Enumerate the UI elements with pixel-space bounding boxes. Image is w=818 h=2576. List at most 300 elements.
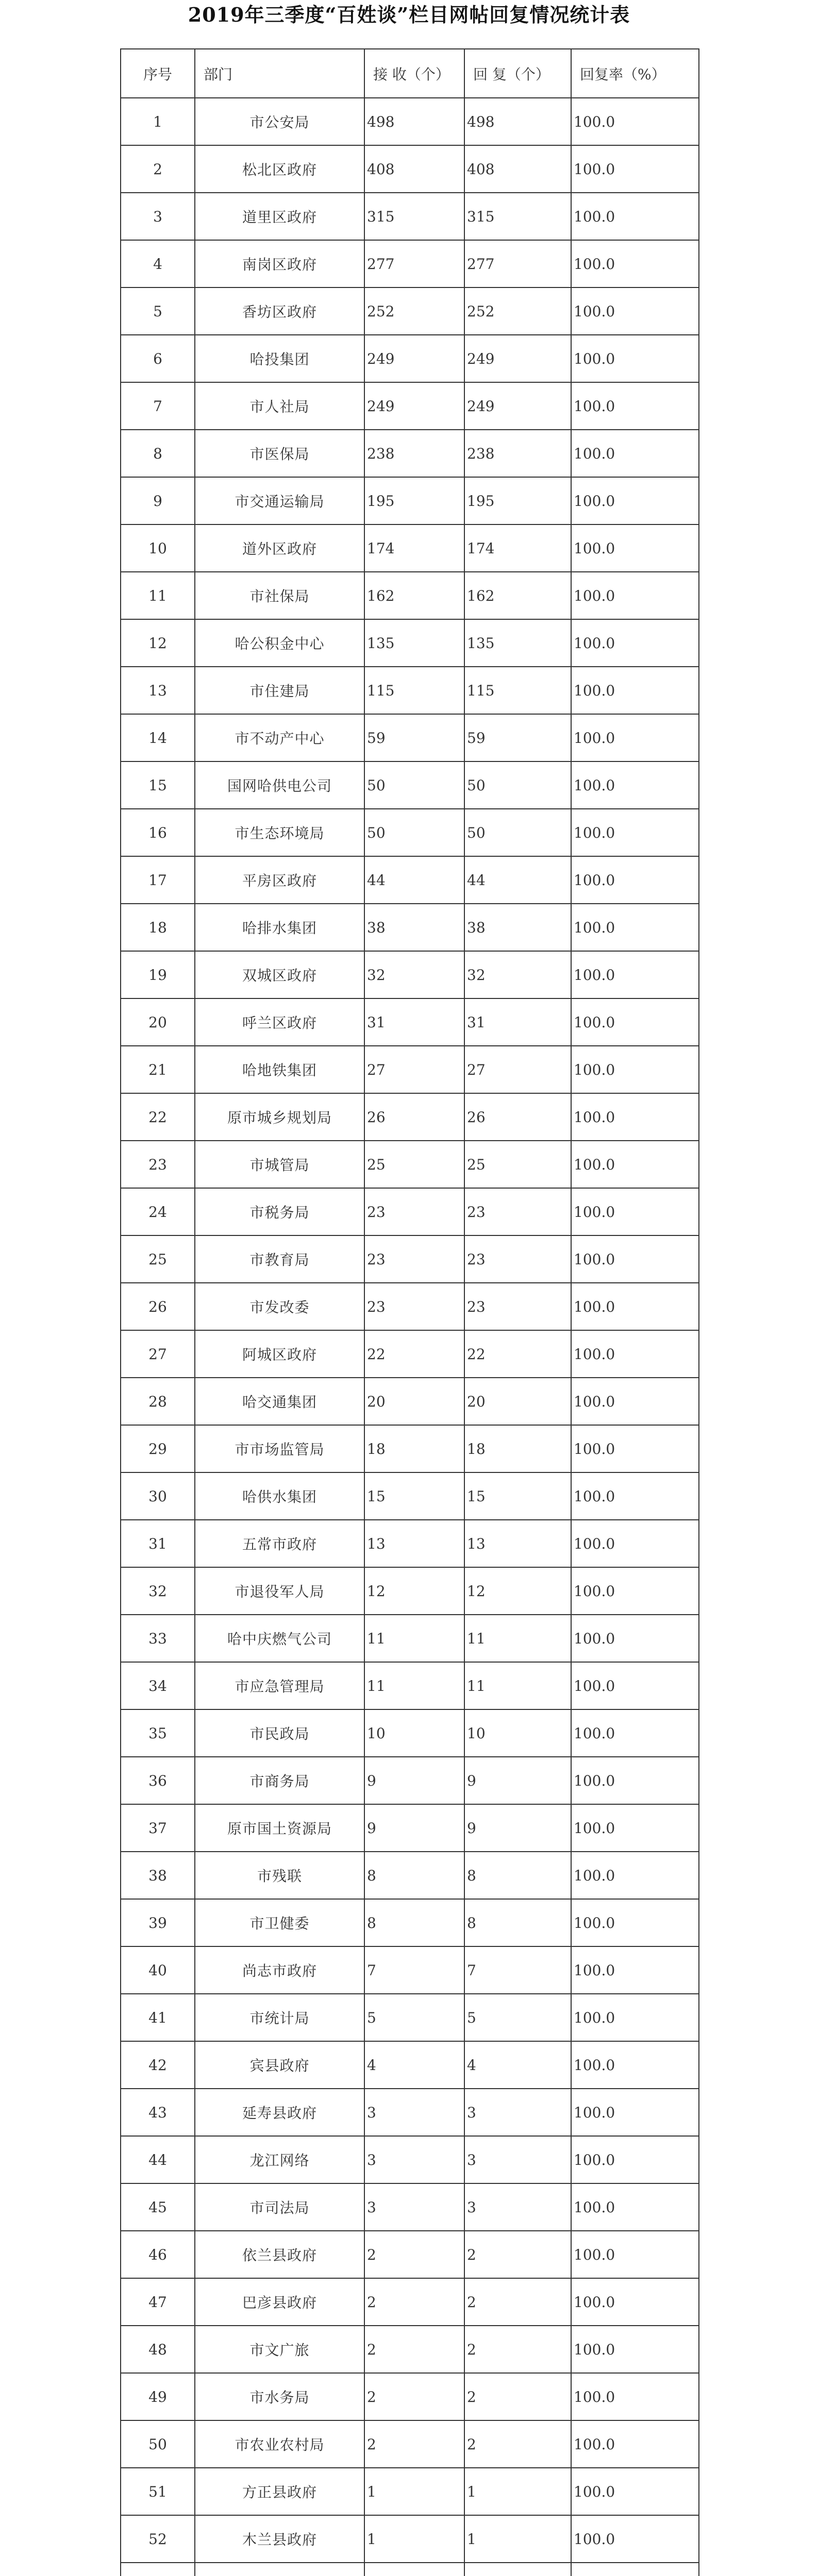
cell-no: 15 bbox=[121, 761, 195, 809]
cell-received: 8 bbox=[364, 1899, 464, 1946]
cell-dept: 市市场监管局 bbox=[195, 1425, 364, 1472]
cell-dept: 原市城乡规划局 bbox=[195, 1093, 364, 1141]
cell-rate: 100.0 bbox=[571, 1567, 699, 1615]
cell-rate: 100.0 bbox=[571, 2515, 699, 2563]
cell-received: 2 bbox=[364, 2278, 464, 2326]
cell-no: 46 bbox=[121, 2231, 195, 2278]
cell-received: 7 bbox=[364, 1946, 464, 1994]
cell-no: 21 bbox=[121, 1046, 195, 1093]
cell-rate: 100.0 bbox=[571, 1520, 699, 1567]
cell-dept: 木兰县政府 bbox=[195, 2515, 364, 2563]
cell-rate: 100.0 bbox=[571, 1188, 699, 1235]
cell-received: 2 bbox=[364, 2420, 464, 2468]
table-row bbox=[121, 382, 699, 430]
cell-dept: 市城管局 bbox=[195, 1141, 364, 1188]
cell-received: 9 bbox=[364, 1804, 464, 1852]
table-row bbox=[121, 524, 699, 572]
cell-rate: 100.0 bbox=[571, 572, 699, 619]
cell-replied: 5 bbox=[464, 1994, 571, 2041]
cell-rate: 100.0 bbox=[571, 619, 699, 667]
cell-no: 44 bbox=[121, 2136, 195, 2183]
cell-received: 5 bbox=[364, 1994, 464, 2041]
table-row bbox=[121, 240, 699, 287]
cell-replied: 23 bbox=[464, 1188, 571, 1235]
table-row bbox=[121, 2563, 699, 2576]
cell-replied: 408 bbox=[464, 145, 571, 193]
cell-dept: 市应急管理局 bbox=[195, 1662, 364, 1709]
cell-dept: 松北区政府 bbox=[195, 145, 364, 193]
cell-no: 33 bbox=[121, 1615, 195, 1662]
cell-no: 38 bbox=[121, 1852, 195, 1899]
cell-rate: 100.0 bbox=[571, 761, 699, 809]
cell-received: 277 bbox=[364, 240, 464, 287]
cell-replied: 8 bbox=[464, 1899, 571, 1946]
cell-dept: 哈排水集团 bbox=[195, 904, 364, 951]
cell-received: 25 bbox=[364, 1141, 464, 1188]
cell-dept: 尚志市政府 bbox=[195, 1946, 364, 1994]
cell-received: 10 bbox=[364, 1709, 464, 1757]
table-row bbox=[121, 1141, 699, 1188]
cell-dept: 市不动产中心 bbox=[195, 714, 364, 761]
cell-no: 14 bbox=[121, 714, 195, 761]
cell-replied: 26 bbox=[464, 1093, 571, 1141]
cell-no: 12 bbox=[121, 619, 195, 667]
header-replied: 回 复（个） bbox=[464, 49, 571, 98]
table-row bbox=[121, 1520, 699, 1567]
cell-rate: 100.0 bbox=[571, 2373, 699, 2420]
table-row bbox=[121, 2468, 699, 2515]
cell-received: 408 bbox=[364, 145, 464, 193]
cell-dept: 市民政局 bbox=[195, 1709, 364, 1757]
cell-dept: 市发改委 bbox=[195, 1283, 364, 1330]
cell-rate: 100.0 bbox=[571, 2468, 699, 2515]
cell-received: 115 bbox=[364, 667, 464, 714]
cell-no: 36 bbox=[121, 1757, 195, 1804]
cell-received: 59 bbox=[364, 714, 464, 761]
cell-replied: 2 bbox=[464, 2373, 571, 2420]
cell-received: 2 bbox=[364, 2231, 464, 2278]
cell-received: 44 bbox=[364, 856, 464, 904]
cell-no: 1 bbox=[121, 98, 195, 145]
table-row bbox=[121, 1946, 699, 1994]
cell-no: 22 bbox=[121, 1093, 195, 1141]
cell-rate: 100.0 bbox=[571, 1994, 699, 2041]
cell-rate: 100.0 bbox=[571, 1662, 699, 1709]
cell-dept: 国网哈供电公司 bbox=[195, 761, 364, 809]
cell-replied: 2 bbox=[464, 2231, 571, 2278]
cell-dept: 市税务局 bbox=[195, 1188, 364, 1235]
table-row bbox=[121, 951, 699, 998]
table-row bbox=[121, 1093, 699, 1141]
cell-received: 50 bbox=[364, 761, 464, 809]
table-row bbox=[121, 904, 699, 951]
cell-rate: 100.0 bbox=[571, 1709, 699, 1757]
cell-rate: 100.0 bbox=[571, 1330, 699, 1378]
cell-rate: 100.0 bbox=[571, 2326, 699, 2373]
cell-no: 30 bbox=[121, 1472, 195, 1520]
cell-received: 174 bbox=[364, 524, 464, 572]
table-row bbox=[121, 619, 699, 667]
cell-dept bbox=[195, 2563, 364, 2576]
cell-rate: 100.0 bbox=[571, 2231, 699, 2278]
cell-rate: 100.0 bbox=[571, 430, 699, 477]
cell-dept: 市商务局 bbox=[195, 1757, 364, 1804]
cell-replied: 1 bbox=[464, 2468, 571, 2515]
cell-rate: 100.0 bbox=[571, 951, 699, 998]
cell-replied: 10 bbox=[464, 1709, 571, 1757]
cell-no: 16 bbox=[121, 809, 195, 856]
cell-dept: 香坊区政府 bbox=[195, 287, 364, 335]
cell-replied: 195 bbox=[464, 477, 571, 524]
table-row bbox=[121, 1235, 699, 1283]
cell-rate: 100.0 bbox=[571, 1615, 699, 1662]
cell-dept: 依兰县政府 bbox=[195, 2231, 364, 2278]
cell-dept: 方正县政府 bbox=[195, 2468, 364, 2515]
cell-replied: 32 bbox=[464, 951, 571, 998]
cell-dept: 市教育局 bbox=[195, 1235, 364, 1283]
cell-received: 27 bbox=[364, 1046, 464, 1093]
cell-no: 25 bbox=[121, 1235, 195, 1283]
cell-no: 13 bbox=[121, 667, 195, 714]
cell-no: 42 bbox=[121, 2041, 195, 2089]
cell-replied: 23 bbox=[464, 1283, 571, 1330]
cell-replied: 3 bbox=[464, 2183, 571, 2231]
table-row bbox=[121, 1994, 699, 2041]
cell-rate: 100.0 bbox=[571, 2089, 699, 2136]
cell-no: 39 bbox=[121, 1899, 195, 1946]
cell-dept: 哈中庆燃气公司 bbox=[195, 1615, 364, 1662]
cell-replied: 15 bbox=[464, 1472, 571, 1520]
cell-no: 18 bbox=[121, 904, 195, 951]
cell-received: 9 bbox=[364, 1757, 464, 1804]
cell-received: 23 bbox=[364, 1283, 464, 1330]
cell-replied: 135 bbox=[464, 619, 571, 667]
table-row bbox=[121, 2420, 699, 2468]
cell-rate bbox=[571, 2563, 699, 2576]
table-row bbox=[121, 430, 699, 477]
cell-rate: 100.0 bbox=[571, 2278, 699, 2326]
cell-no: 32 bbox=[121, 1567, 195, 1615]
cell-replied: 8 bbox=[464, 1852, 571, 1899]
table-row bbox=[121, 1425, 699, 1472]
cell-replied: 2 bbox=[464, 2278, 571, 2326]
cell-no: 6 bbox=[121, 335, 195, 382]
cell-dept: 市农业农村局 bbox=[195, 2420, 364, 2468]
cell-dept: 道里区政府 bbox=[195, 193, 364, 240]
cell-no: 41 bbox=[121, 1994, 195, 2041]
cell-received: 238 bbox=[364, 430, 464, 477]
cell-no: 3 bbox=[121, 193, 195, 240]
cell-dept: 南岗区政府 bbox=[195, 240, 364, 287]
cell-rate: 100.0 bbox=[571, 1472, 699, 1520]
cell-replied: 162 bbox=[464, 572, 571, 619]
cell-dept: 原市国土资源局 bbox=[195, 1804, 364, 1852]
cell-no: 48 bbox=[121, 2326, 195, 2373]
cell-dept: 呼兰区政府 bbox=[195, 998, 364, 1046]
cell-dept: 市退役军人局 bbox=[195, 1567, 364, 1615]
cell-dept: 市司法局 bbox=[195, 2183, 364, 2231]
cell-replied: 3 bbox=[464, 2089, 571, 2136]
cell-no: 24 bbox=[121, 1188, 195, 1235]
table-row bbox=[121, 193, 699, 240]
header-received: 接 收（个） bbox=[364, 49, 464, 98]
cell-received: 252 bbox=[364, 287, 464, 335]
cell-received: 315 bbox=[364, 193, 464, 240]
cell-rate: 100.0 bbox=[571, 193, 699, 240]
cell-dept: 龙江网络 bbox=[195, 2136, 364, 2183]
cell-replied: 7 bbox=[464, 1946, 571, 1994]
cell-received: 26 bbox=[364, 1093, 464, 1141]
cell-replied: 22 bbox=[464, 1330, 571, 1378]
table-row bbox=[121, 998, 699, 1046]
cell-received: 18 bbox=[364, 1425, 464, 1472]
cell-dept: 市医保局 bbox=[195, 430, 364, 477]
cell-rate: 100.0 bbox=[571, 524, 699, 572]
cell-replied: 11 bbox=[464, 1662, 571, 1709]
cell-replied: 18 bbox=[464, 1425, 571, 1472]
cell-replied: 50 bbox=[464, 809, 571, 856]
table-row bbox=[121, 145, 699, 193]
cell-replied: 13 bbox=[464, 1520, 571, 1567]
cell-no: 4 bbox=[121, 240, 195, 287]
statistics-table bbox=[120, 48, 699, 2576]
table-header-row bbox=[121, 49, 699, 98]
cell-received: 38 bbox=[364, 904, 464, 951]
cell-no: 37 bbox=[121, 1804, 195, 1852]
table-row bbox=[121, 2278, 699, 2326]
cell-rate: 100.0 bbox=[571, 1093, 699, 1141]
cell-replied: 249 bbox=[464, 382, 571, 430]
cell-rate: 100.0 bbox=[571, 1899, 699, 1946]
cell-rate: 100.0 bbox=[571, 2041, 699, 2089]
cell-dept: 市人社局 bbox=[195, 382, 364, 430]
cell-replied: 277 bbox=[464, 240, 571, 287]
cell-rate: 100.0 bbox=[571, 2183, 699, 2231]
cell-replied: 12 bbox=[464, 1567, 571, 1615]
cell-rate: 100.0 bbox=[571, 714, 699, 761]
cell-no: 35 bbox=[121, 1709, 195, 1757]
cell-rate: 100.0 bbox=[571, 382, 699, 430]
cell-dept: 道外区政府 bbox=[195, 524, 364, 572]
cell-no: 23 bbox=[121, 1141, 195, 1188]
cell-no: 2 bbox=[121, 145, 195, 193]
cell-rate: 100.0 bbox=[571, 1852, 699, 1899]
table-row bbox=[121, 2041, 699, 2089]
cell-received: 22 bbox=[364, 1330, 464, 1378]
cell-rate: 100.0 bbox=[571, 2420, 699, 2468]
cell-no: 43 bbox=[121, 2089, 195, 2136]
cell-dept: 双城区政府 bbox=[195, 951, 364, 998]
cell-replied: 59 bbox=[464, 714, 571, 761]
cell-received: 249 bbox=[364, 382, 464, 430]
table-row bbox=[121, 1852, 699, 1899]
cell-no: 5 bbox=[121, 287, 195, 335]
header-no: 序号 bbox=[121, 49, 195, 98]
header-rate: 回复率（%） bbox=[571, 49, 699, 98]
cell-dept: 市社保局 bbox=[195, 572, 364, 619]
cell-dept: 宾县政府 bbox=[195, 2041, 364, 2089]
cell-no: 52 bbox=[121, 2515, 195, 2563]
table-row bbox=[121, 2326, 699, 2373]
cell-no: 51 bbox=[121, 2468, 195, 2515]
cell-received: 3 bbox=[364, 2183, 464, 2231]
cell-rate: 100.0 bbox=[571, 1946, 699, 1994]
cell-received: 135 bbox=[364, 619, 464, 667]
cell-no: 40 bbox=[121, 1946, 195, 1994]
cell-dept: 市卫健委 bbox=[195, 1899, 364, 1946]
table-row bbox=[121, 2136, 699, 2183]
cell-rate: 100.0 bbox=[571, 1804, 699, 1852]
cell-received: 2 bbox=[364, 2326, 464, 2373]
cell-received: 20 bbox=[364, 1378, 464, 1425]
table-row bbox=[121, 1615, 699, 1662]
cell-no bbox=[121, 2563, 195, 2576]
cell-received: 15 bbox=[364, 1472, 464, 1520]
cell-dept: 巴彦县政府 bbox=[195, 2278, 364, 2326]
cell-replied: 3 bbox=[464, 2136, 571, 2183]
cell-no: 27 bbox=[121, 1330, 195, 1378]
cell-no: 47 bbox=[121, 2278, 195, 2326]
cell-rate: 100.0 bbox=[571, 1425, 699, 1472]
cell-dept: 市公安局 bbox=[195, 98, 364, 145]
cell-received: 50 bbox=[364, 809, 464, 856]
table-row bbox=[121, 2183, 699, 2231]
cell-replied: 44 bbox=[464, 856, 571, 904]
cell-rate: 100.0 bbox=[571, 856, 699, 904]
cell-replied: 2 bbox=[464, 2326, 571, 2373]
cell-no: 49 bbox=[121, 2373, 195, 2420]
cell-received: 31 bbox=[364, 998, 464, 1046]
table-row bbox=[121, 809, 699, 856]
cell-no: 29 bbox=[121, 1425, 195, 1472]
cell-received: 4 bbox=[364, 2041, 464, 2089]
cell-replied: 31 bbox=[464, 998, 571, 1046]
cell-no: 20 bbox=[121, 998, 195, 1046]
table-row bbox=[121, 98, 699, 145]
cell-no: 7 bbox=[121, 382, 195, 430]
cell-received: 12 bbox=[364, 1567, 464, 1615]
cell-dept: 市文广旅 bbox=[195, 2326, 364, 2373]
cell-received: 195 bbox=[364, 477, 464, 524]
cell-dept: 哈供水集团 bbox=[195, 1472, 364, 1520]
cell-replied bbox=[464, 2563, 571, 2576]
table-row bbox=[121, 1330, 699, 1378]
cell-replied: 27 bbox=[464, 1046, 571, 1093]
table-row bbox=[121, 714, 699, 761]
cell-rate: 100.0 bbox=[571, 145, 699, 193]
cell-dept: 哈地铁集团 bbox=[195, 1046, 364, 1093]
cell-received: 1 bbox=[364, 2515, 464, 2563]
cell-dept: 市统计局 bbox=[195, 1994, 364, 2041]
cell-rate: 100.0 bbox=[571, 240, 699, 287]
cell-replied: 2 bbox=[464, 2420, 571, 2468]
cell-rate: 100.0 bbox=[571, 1378, 699, 1425]
table-row bbox=[121, 856, 699, 904]
cell-rate: 100.0 bbox=[571, 2136, 699, 2183]
cell-dept: 哈投集团 bbox=[195, 335, 364, 382]
cell-replied: 115 bbox=[464, 667, 571, 714]
cell-no: 34 bbox=[121, 1662, 195, 1709]
table-row bbox=[121, 2373, 699, 2420]
cell-replied: 9 bbox=[464, 1804, 571, 1852]
table-row bbox=[121, 572, 699, 619]
cell-replied: 4 bbox=[464, 2041, 571, 2089]
cell-replied: 252 bbox=[464, 287, 571, 335]
cell-rate: 100.0 bbox=[571, 1046, 699, 1093]
cell-dept: 平房区政府 bbox=[195, 856, 364, 904]
cell-no: 11 bbox=[121, 572, 195, 619]
table-row bbox=[121, 1662, 699, 1709]
cell-received: 2 bbox=[364, 2373, 464, 2420]
cell-replied: 238 bbox=[464, 430, 571, 477]
table-row bbox=[121, 667, 699, 714]
cell-rate: 100.0 bbox=[571, 1283, 699, 1330]
cell-rate: 100.0 bbox=[571, 1757, 699, 1804]
cell-replied: 11 bbox=[464, 1615, 571, 1662]
cell-rate: 100.0 bbox=[571, 98, 699, 145]
cell-rate: 100.0 bbox=[571, 1235, 699, 1283]
cell-dept: 市住建局 bbox=[195, 667, 364, 714]
cell-rate: 100.0 bbox=[571, 287, 699, 335]
cell-dept: 市水务局 bbox=[195, 2373, 364, 2420]
cell-dept: 市交通运输局 bbox=[195, 477, 364, 524]
cell-dept: 延寿县政府 bbox=[195, 2089, 364, 2136]
table-row bbox=[121, 1899, 699, 1946]
cell-rate: 100.0 bbox=[571, 809, 699, 856]
cell-received: 8 bbox=[364, 1852, 464, 1899]
cell-received: 3 bbox=[364, 2089, 464, 2136]
cell-replied: 20 bbox=[464, 1378, 571, 1425]
table-row bbox=[121, 1378, 699, 1425]
cell-no: 31 bbox=[121, 1520, 195, 1567]
cell-received: 32 bbox=[364, 951, 464, 998]
cell-no: 10 bbox=[121, 524, 195, 572]
cell-replied: 50 bbox=[464, 761, 571, 809]
cell-replied: 498 bbox=[464, 98, 571, 145]
cell-rate: 100.0 bbox=[571, 904, 699, 951]
table-row bbox=[121, 2089, 699, 2136]
cell-dept: 哈交通集团 bbox=[195, 1378, 364, 1425]
table-body bbox=[121, 98, 699, 2576]
table-row bbox=[121, 1188, 699, 1235]
cell-replied: 249 bbox=[464, 335, 571, 382]
cell-no: 9 bbox=[121, 477, 195, 524]
cell-dept: 市生态环境局 bbox=[195, 809, 364, 856]
cell-received: 498 bbox=[364, 98, 464, 145]
table-row bbox=[121, 1709, 699, 1757]
table-row bbox=[121, 1472, 699, 1520]
cell-received: 162 bbox=[364, 572, 464, 619]
cell-dept: 哈公积金中心 bbox=[195, 619, 364, 667]
cell-no: 26 bbox=[121, 1283, 195, 1330]
cell-rate: 100.0 bbox=[571, 477, 699, 524]
cell-received: 3 bbox=[364, 2136, 464, 2183]
cell-received: 11 bbox=[364, 1615, 464, 1662]
cell-no: 45 bbox=[121, 2183, 195, 2231]
cell-replied: 38 bbox=[464, 904, 571, 951]
cell-rate: 100.0 bbox=[571, 667, 699, 714]
cell-rate: 100.0 bbox=[571, 1141, 699, 1188]
cell-replied: 174 bbox=[464, 524, 571, 572]
cell-rate: 100.0 bbox=[571, 998, 699, 1046]
cell-no: 19 bbox=[121, 951, 195, 998]
table-row bbox=[121, 761, 699, 809]
cell-received: 13 bbox=[364, 1520, 464, 1567]
cell-rate: 100.0 bbox=[571, 335, 699, 382]
cell-received: 23 bbox=[364, 1188, 464, 1235]
cell-received bbox=[364, 2563, 464, 2576]
cell-no: 17 bbox=[121, 856, 195, 904]
